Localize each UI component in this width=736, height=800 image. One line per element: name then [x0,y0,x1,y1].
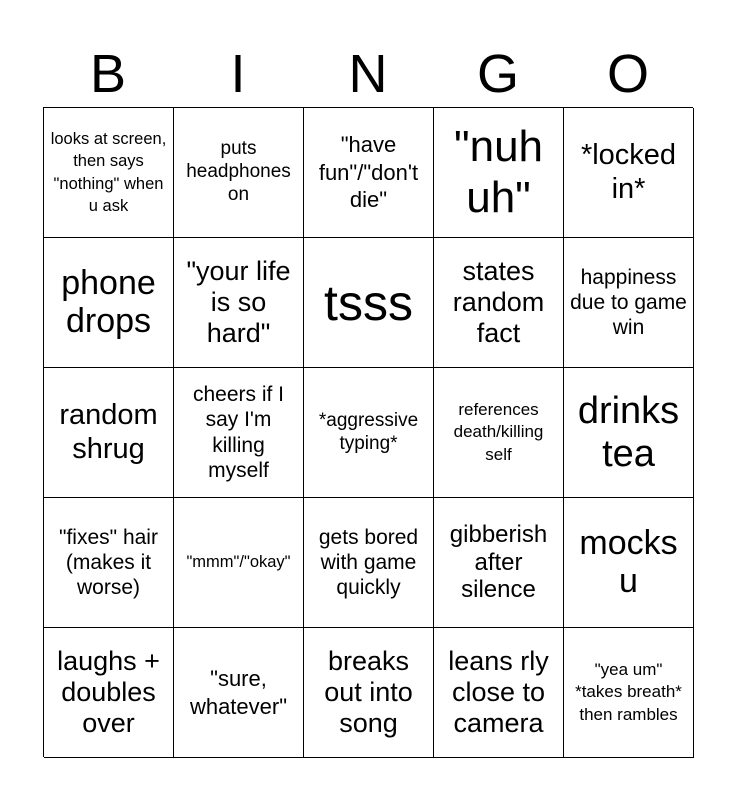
bingo-cell[interactable]: random shrug [44,368,174,498]
header-letter-i: I [230,44,246,104]
bingo-cell[interactable]: gibberish after silence [434,498,564,628]
bingo-cell[interactable]: "mmm"/"okay" [174,498,304,628]
bingo-cell[interactable]: states random fact [434,238,564,368]
bingo-cell[interactable]: "nuh uh" [434,108,564,238]
bingo-cell[interactable]: looks at screen, then says "nothing" when u ask [44,108,174,238]
header-letter-b: B [89,44,127,104]
bingo-cell[interactable]: "fixes" hair (makes it worse) [44,498,174,628]
bingo-header [43,40,693,108]
bingo-grid [43,107,693,757]
header-letter-n: N [348,44,388,104]
bingo-cell[interactable]: "sure, whatever" [174,628,304,758]
bingo-cell[interactable]: breaks out into song [304,628,434,758]
bingo-cell[interactable]: laughs + doubles over [44,628,174,758]
bingo-cell[interactable]: puts headphones on [174,108,304,238]
bingo-cell[interactable]: references death/killing self [434,368,564,498]
header-letter-o: O [606,44,649,104]
header-letter-g: G [476,44,519,104]
bingo-cell[interactable]: leans rly close to camera [434,628,564,758]
bingo-cell[interactable]: mocks u [564,498,694,628]
bingo-cell[interactable]: phone drops [44,238,174,368]
bingo-cell[interactable]: "have fun"/"don't die" [304,108,434,238]
bingo-cell[interactable]: happiness due to game win [564,238,694,368]
bingo-cell[interactable]: "yea um" *takes breath* then rambles [564,628,694,758]
bingo-cell[interactable]: drinks tea [564,368,694,498]
bingo-cell[interactable]: gets bored with game quickly [304,498,434,628]
bingo-cell[interactable]: cheers if I say I'm killing myself [174,368,304,498]
bingo-cell[interactable]: *locked in* [564,108,694,238]
bingo-cell[interactable]: "your life is so hard" [174,238,304,368]
bingo-cell[interactable]: tsss [304,238,434,368]
bingo-cell[interactable]: *aggressive typing* [304,368,434,498]
